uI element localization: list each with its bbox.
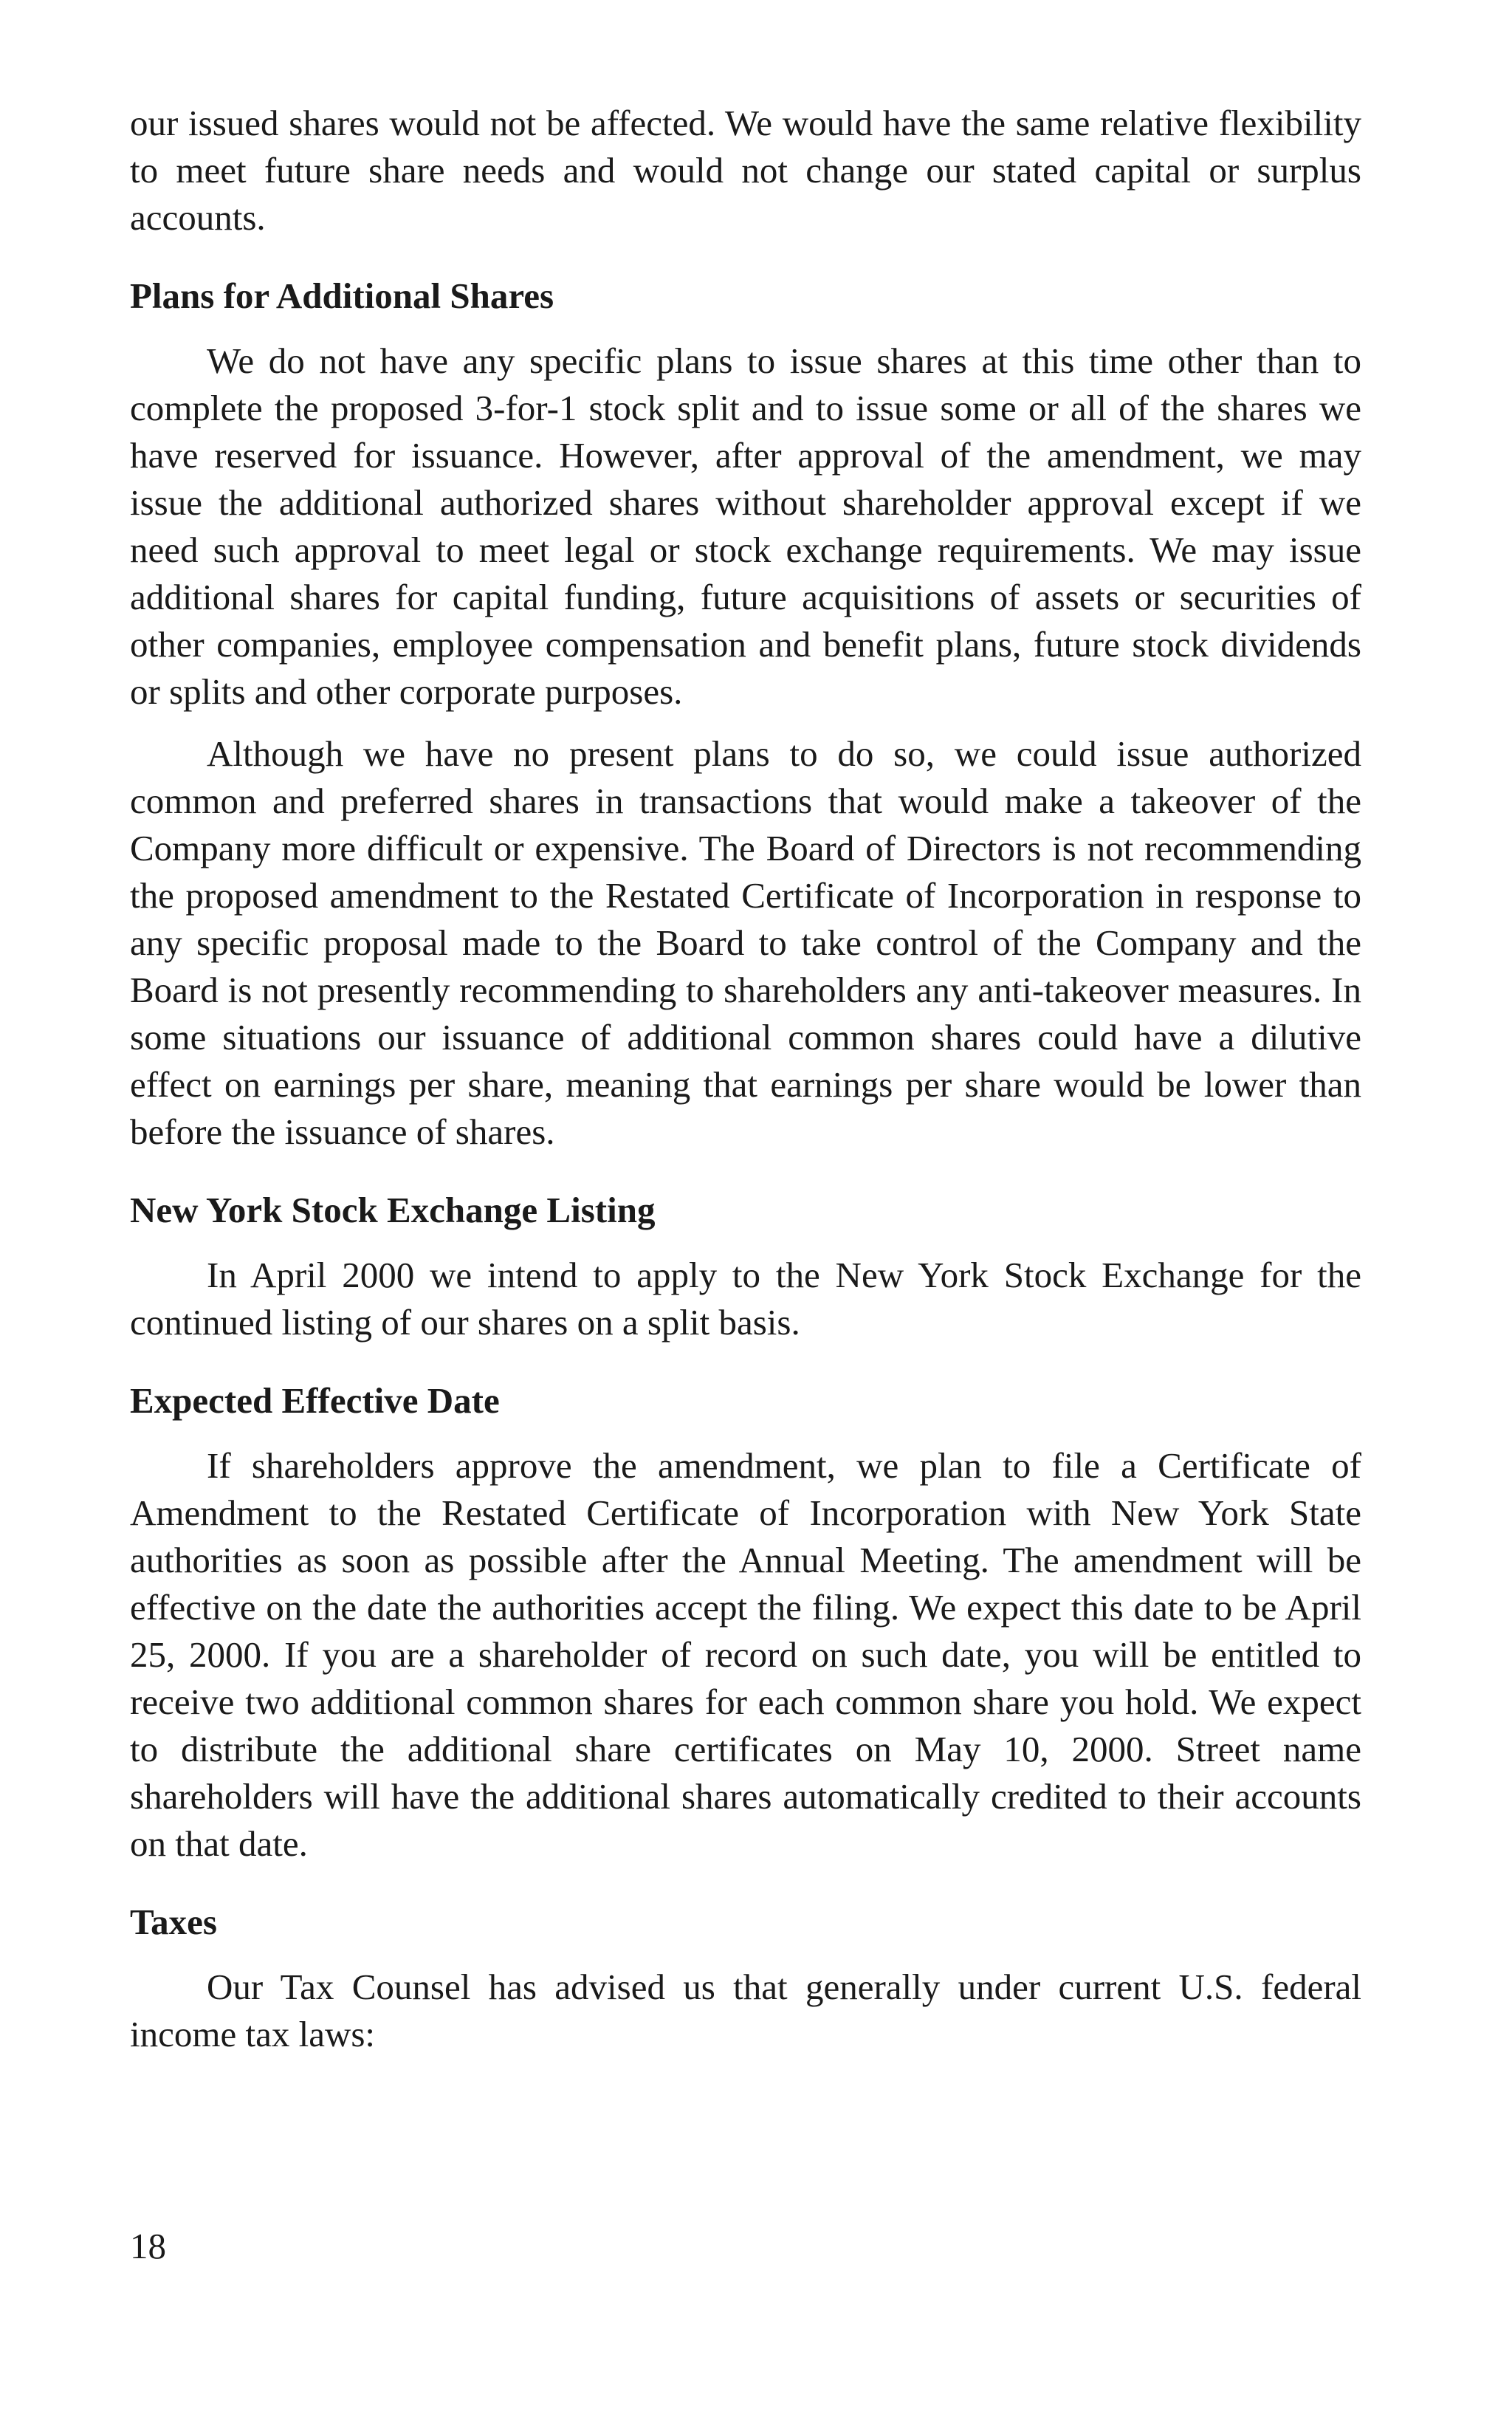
intro-paragraph: our issued shares would not be affected. We would have the same relative flexibility to meet future share needs and would not change our stated capital or surplus accounts. bbox=[130, 103, 1361, 238]
section-heading: Taxes bbox=[130, 1902, 218, 1942]
section-heading: New York Stock Exchange Listing bbox=[130, 1190, 656, 1230]
section-expected-effective-date bbox=[130, 1377, 1361, 1868]
section-plans-for-additional-shares bbox=[130, 272, 1361, 1156]
section-heading: Expected Effective Date bbox=[130, 1380, 500, 1421]
section-heading: Plans for Additional Shares bbox=[130, 275, 554, 316]
body-paragraph: Although we have no present plans to do so, we could issue authorized common and preferred shares in transactions that would make a takeover of the Company more difficult or expensive. The Board of Directors is not recommending the proposed amendment to the Restated Certificate of Incorporation in response to any specific proposal made to the Board to take control of the Company and the Board is not presently recommending to shareholders any anti-takeover measures. In some situations our issuance of additional common shares could have a dilutive effect on earnings per share, meaning that earnings per share would be lower than before the issuance of shares. bbox=[130, 733, 1361, 1152]
body-paragraph: In April 2000 we intend to apply to the New York Stock Exchange for the continued listing of our shares on a split basis. bbox=[130, 1255, 1361, 1343]
section-taxes bbox=[130, 1899, 1361, 2058]
body-paragraph: If shareholders approve the amendment, we plan to file a Certificate of Amendment to the Restated Certificate of Incorporation with New York State authorities as soon as possible after the Annual Meeting. The amendment will be effective on the date the authorities accept the filing. We expect this date to be April 25, 2000. If you are a shareholder of record on such date, you will be entitled to receive two additional common shares for each common share you hold. We expect to distribute the additional share certificates on May 10, 2000. Street name shareholders will have the additional shares automatically credited to their accounts on that date. bbox=[130, 1445, 1361, 1864]
body-paragraph: We do not have any specific plans to issue shares at this time other than to complete the proposed 3-for-1 stock split and to issue some or all of the shares we have reserved for issuance. However, after approval of the amendment, we may issue the additional authorized shares without shareholder approval except if we need such approval to meet legal or stock exchange requirements. We may issue additional shares for capital funding, future acquisitions of assets or securities of other companies, employee compensation and benefit plans, future stock dividends or splits and other corporate purposes. bbox=[130, 340, 1361, 712]
body-paragraph: Our Tax Counsel has advised us that generally under current U.S. federal income tax laws: bbox=[130, 1967, 1361, 2054]
section-nyse-listing bbox=[130, 1187, 1361, 1346]
page-number: 18 bbox=[130, 2226, 166, 2266]
document-page bbox=[130, 100, 1361, 2058]
